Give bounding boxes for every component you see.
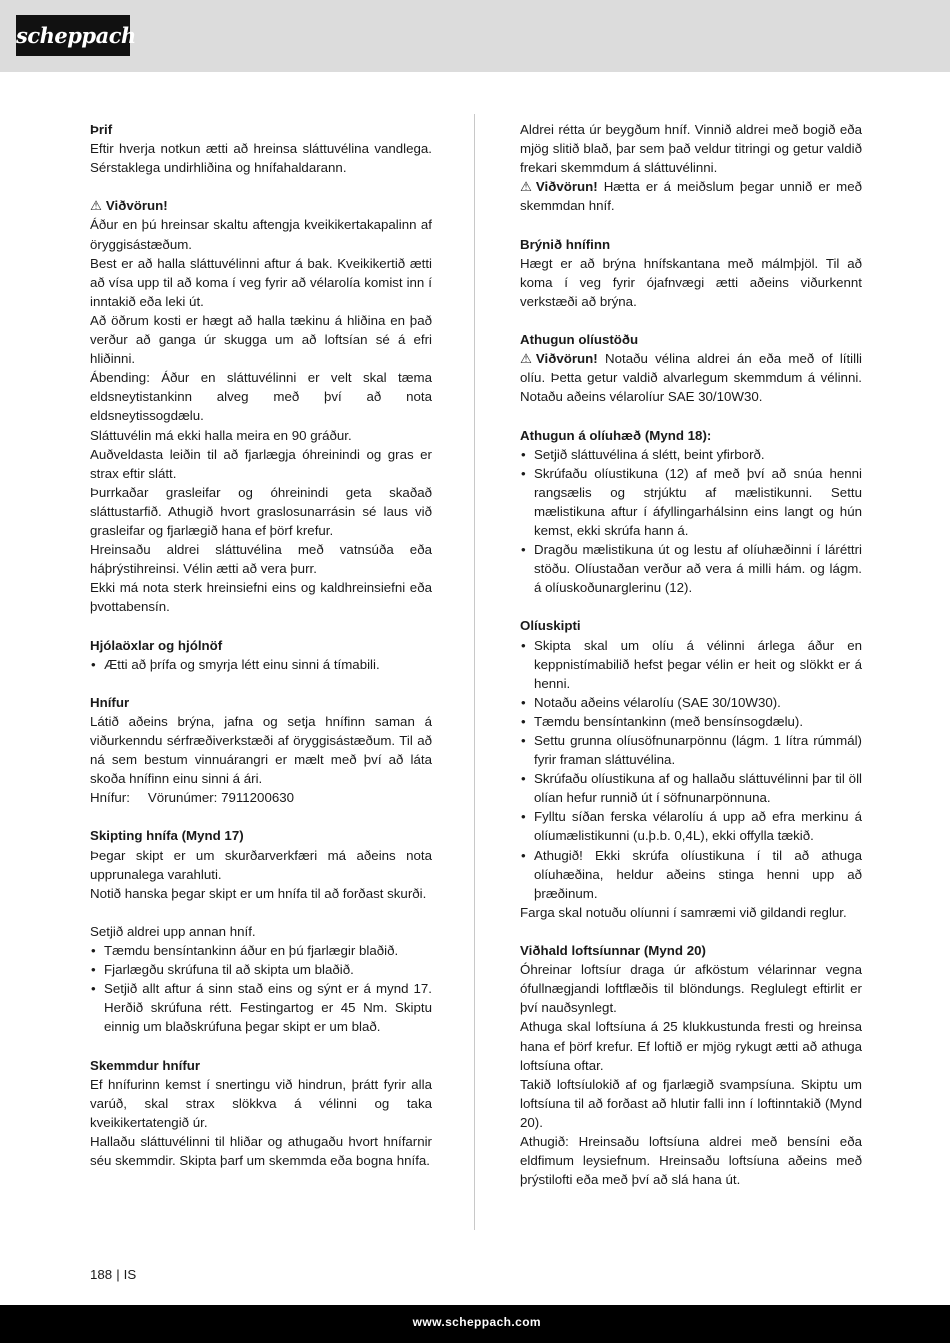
section-title-blade-replacement: Skipting hnífa (Mynd 17)	[90, 828, 244, 844]
axles-list	[90, 655, 432, 674]
paragraph: Setjið aldrei upp annan hníf.	[90, 923, 256, 939]
section-title-oil-change: Olíuskipti	[520, 618, 581, 634]
warning-text: Notaðu vélina aldrei án eða með of lítilli olíu. Þetta getur valdið alvarlegum skemmdum á vélinni. Notaðu aðeins vélarolíur SAE 30/10W30.	[520, 351, 863, 405]
scheppach-logo: scheppach	[16, 15, 130, 56]
warning-icon: ⚠	[520, 351, 532, 367]
paragraph: Ábending: Áður en sláttuvélinni er velt skal tæma eldsneytistankinn alveg með því að nota eldsneytissogdælu.	[90, 370, 432, 424]
list-item: • Setjið allt aftur á sinn stað eins og sýnt er á mynd 17. Herðið skrúfuna rétt. Festingartog er 45 Nm. Skiptu einnig um blaðskrúfuna þegar skipt er um blað.	[90, 979, 432, 1036]
paragraph: Áður en þú hreinsar skaltu aftengja kveikikertakapalinn af öryggisástæðum.	[90, 217, 432, 252]
warning-icon: ⚠	[90, 198, 102, 214]
paragraph: Að öðrum kosti er hægt að halla tækinu á hliðina en það verður að ganga úr skugga um að loftsían sé á efri hliðinni.	[90, 312, 432, 367]
language-code: IS	[123, 1267, 137, 1282]
list-item: • Setjið sláttuvélina á slétt, beint yfirborð.	[520, 445, 862, 464]
page-number: 188	[90, 1267, 113, 1282]
list-item: • Skrúfaðu olíustikuna (12) af með því að snúa henni rangsælis og strjúktu af mælistikunni. Settu mælistikuna aftur í áfyllingarhálsinn eins langt og hún kemst, ekki skrúfa hann á.	[520, 464, 862, 540]
paragraph: Athugið: Hreinsaðu loftsíuna aldrei með bensíni eða eldfimum leysiefnum. Hreinsaðu loftsíuna aðeins með þrýstilofti eða með því að slá hana út.	[520, 1133, 862, 1188]
list-item: • Tæmdu bensíntankinn áður en þú fjarlægir blaðið.	[90, 941, 432, 960]
paragraph: Hægt er að brýna hnífskantana með málmþjöl. Til að koma í veg fyrir ójafnvægi ætti aðeins viðurkennt verkstæði að brýna.	[520, 255, 862, 309]
blade-replacement-list	[90, 941, 432, 1036]
page-number-line	[90, 1265, 136, 1284]
warning-icon: ⚠	[520, 179, 532, 195]
part-number-line	[90, 788, 432, 807]
warning-heading	[90, 196, 432, 215]
list-item: • Athugið! Ekki skrúfa olíustikuna í til að athuga olíuhæðina, heldur aðeins stinga henni upp að þræðinum.	[520, 846, 862, 903]
list-item: • Settu grunna olíusöfnunarpönnu (lágm. 1 lítra rúmmál) fyrir framan sláttuvélina.	[520, 731, 862, 769]
part-number: Vörunúmer: 7911200630	[147, 790, 295, 806]
paragraph: Athuga skal loftsíuna á 25 klukkustunda fresti og hreinsa hana ef þörf krefur. Ef loftið er mjög rykugt ætti að athuga loftsíuna oftar.	[520, 1019, 862, 1073]
header-bar	[0, 0, 950, 72]
paragraph: Ef hnífurinn kemst í snertingu við hindrun, þrátt fyrir alla varúð, skal strax slökkva á vélinni og taka kveikikertatengið úr.	[90, 1076, 432, 1130]
left-column	[90, 120, 432, 1170]
section-title-oil-height: Athugun á olíuhæð (Mynd 18):	[520, 427, 712, 443]
right-column	[520, 120, 862, 1189]
section-title-sharpen: Brýnið hnífinn	[520, 236, 611, 252]
paragraph: Eftir hverja notkun ætti að hreinsa sláttuvélina vandlega. Sérstaklega undirhliðina og hnífahaldarann.	[90, 141, 432, 176]
paragraph: Notið hanska þegar skipt er um hnífa til að forðast skurði.	[90, 885, 427, 901]
paragraph: Hreinsaðu aldrei sláttuvélina með vatnsúða eða háþrýstihreinsi. Vélin ætti að vera þurr.	[90, 542, 432, 577]
paragraph: Látið aðeins brýna, jafna og setja hnífinn saman á viðurkenndu sérfræðiverkstæði af öryggisástæðum. Til að ná sem bestum vinnuárangri er mælt með því að láta skoða hnífinn einu sinni á ári.	[90, 713, 432, 787]
paragraph: Farga skal notuðu olíunni í samræmi við gildandi reglur.	[520, 904, 847, 920]
section-title-air-filter: Viðhald loftsíunnar (Mynd 20)	[520, 943, 706, 959]
warning-text: Hætta er á meiðslum þegar unnið er með skemmdan hníf.	[520, 179, 862, 214]
separator: |	[116, 1267, 120, 1282]
list-item: • Dragðu mælistikuna út og lestu af olíuhæðinni í láréttri stöðu. Olíustaðan verður að vera á milli hám. og lágm. á olíuskoðunarglerinu (12).	[520, 540, 862, 597]
warning-paragraph	[520, 177, 862, 215]
paragraph: Auðveldasta leiðin til að fjarlægja óhreinindi og gras er strax eftir slátt.	[90, 446, 432, 481]
paragraph: Takið loftsíulokið af og fjarlægið svampsíuna. Skiptu um loftsíuna til að forðast að hlutir falli inn í loftinntakið (Mynd 20).	[520, 1076, 862, 1130]
section-title-cleaning: Þrif	[90, 122, 113, 137]
website-link[interactable]: www.scheppach.com	[412, 1315, 541, 1329]
section-title-axles: Hjólaöxlar og hjólnöf	[90, 637, 223, 653]
paragraph: Sláttuvélin má ekki halla meira en 90 gráður.	[90, 427, 352, 443]
list-item: • Skrúfaðu olíustikuna af og hallaðu sláttuvélinni þar til öll olían hefur runnið út í söfnunarpönnuna.	[520, 769, 862, 807]
oil-height-list	[520, 445, 862, 598]
paragraph: Þurrkaðar grasleifar og óhreinindi geta skaðað sláttustarfið. Athugið hvort graslosunarrásin sé laus við grasleifar og fjarlægið hana ef þörf krefur.	[90, 484, 432, 538]
list-item: • Skipta skal um olíu á vélinni árlega áður en keppnistímabilið hefst þegar vélin er heit og slökkt er á henni.	[520, 636, 862, 693]
paragraph: Óhreinar loftsíur draga úr afköstum vélarinnar vegna ófullnægjandi loftflæðis til blöndungs. Reglulegt eftirlit er því nauðsynlegt.	[520, 962, 862, 1016]
list-item: • Ætti að þrífa og smyrja létt einu sinni á tímabili.	[90, 655, 432, 674]
list-item: • Tæmdu bensíntankinn (með bensínsogdælu).	[520, 712, 862, 731]
list-item: • Notaðu aðeins vélarolíu (SAE 30/10W30).	[520, 693, 862, 712]
warning-paragraph	[520, 349, 862, 406]
paragraph: Ekki má nota sterk hreinsiefni eins og kaldhreinsiefni eða þvottabensín.	[90, 580, 432, 615]
warning-label: Viðvörun!	[535, 179, 598, 195]
column-divider	[474, 114, 475, 1230]
warning-label: Viðvörun!	[535, 351, 598, 367]
section-title-oil-level-check: Athugun olíustöðu	[520, 332, 639, 348]
list-item: • Fjarlægðu skrúfuna til að skipta um blaðið.	[90, 960, 432, 979]
paragraph: Þegar skipt er um skurðarverkfæri má aðeins nota upprunalega varahluti.	[90, 847, 432, 882]
paragraph: Hallaðu sláttuvélinni til hliðar og athugaðu hvort hnífarnir séu skemmdir. Skipta þarf um skemmda eða bogna hnífa.	[90, 1133, 432, 1169]
part-label: Hnífur:	[90, 790, 130, 806]
list-item: • Fylltu síðan ferska vélarolíu á upp að efra merkinu á olíumælistikunni (u.þ.b. 0,4L), ekki offylla tækið.	[520, 807, 862, 845]
section-title-blade: Hnífur	[90, 694, 130, 710]
oil-change-list	[520, 636, 862, 903]
footer-bar	[0, 1305, 950, 1343]
section-title-damaged-blade: Skemmdur hnífur	[90, 1057, 201, 1073]
paragraph: Best er að halla sláttuvélinni aftur á bak. Kveikikertið ætti að vísa upp til að koma í veg fyrir að vélarolía komist inn í inntakið eða leki út.	[90, 255, 432, 309]
warning-label: Viðvörun!	[105, 198, 168, 214]
paragraph: Aldrei rétta úr beygðum hníf. Vinnið aldrei með bogið eða mjög slitið blað, þar sem það veldur titringi og getur valdið frekari skemmdum á sláttuvélinni.	[520, 122, 862, 176]
